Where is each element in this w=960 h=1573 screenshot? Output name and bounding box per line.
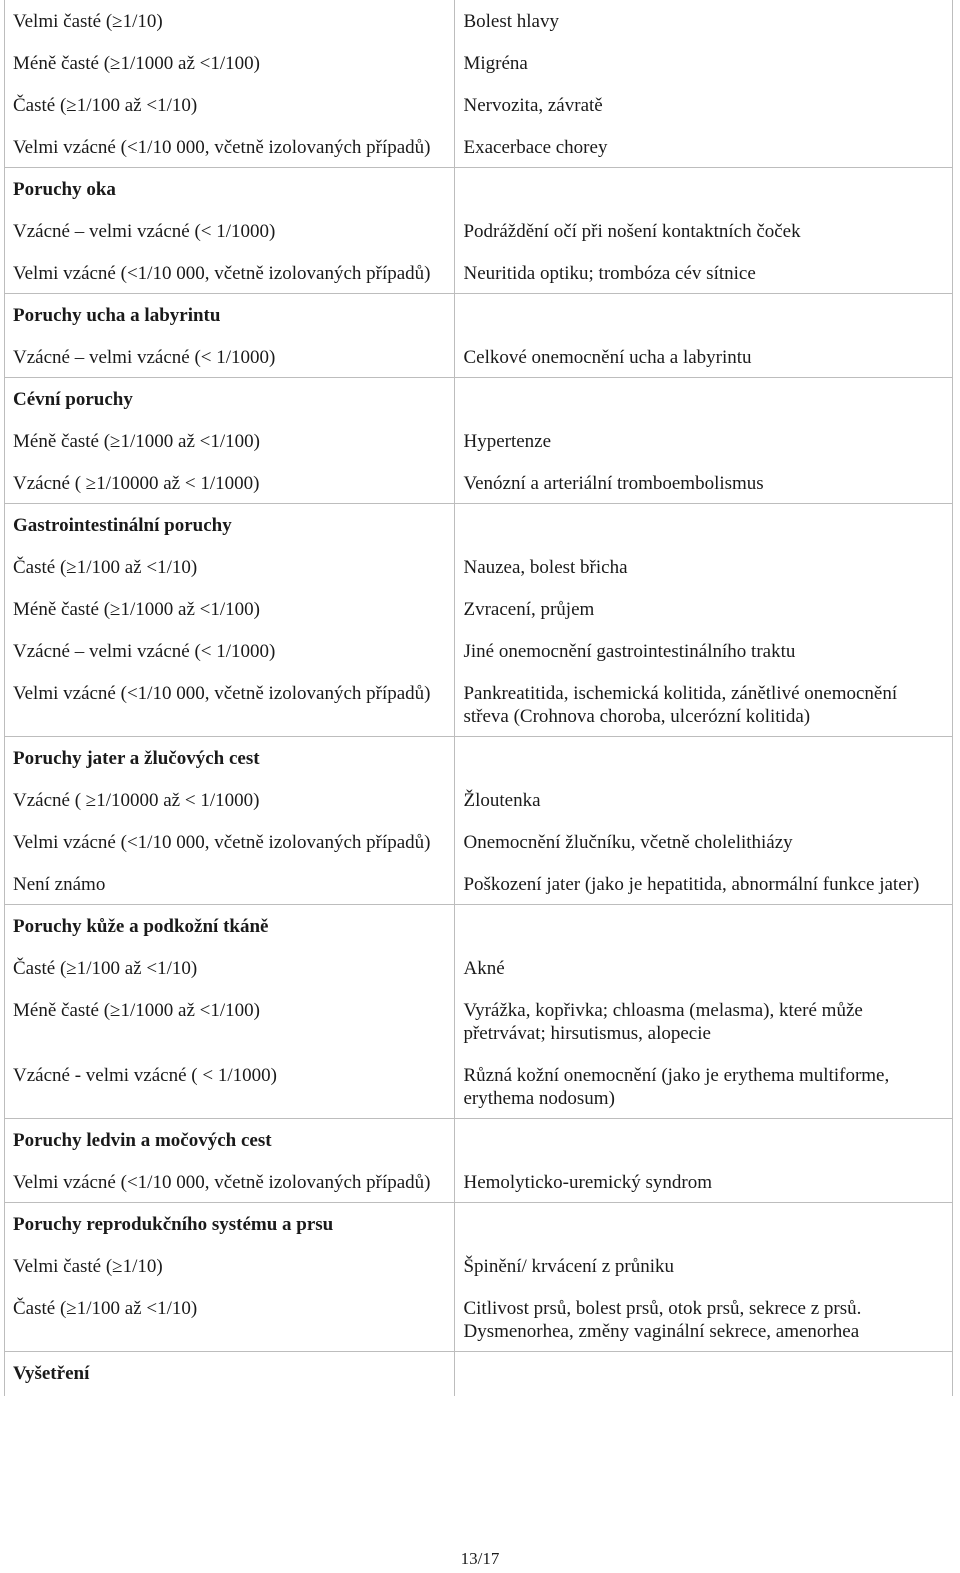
adverse-effect-text: Hemolyticko-uremický syndrom (463, 1172, 712, 1193)
adverse-effect-text: Onemocnění žlučníku, včetně cholelithiázy (463, 832, 793, 853)
adverse-effect-text: Venózní a arteriální tromboembolismus (463, 473, 764, 494)
frequency-label: Velmi vzácné (<1/10 000, včetně izolovaných případů) (13, 832, 431, 853)
frequency-label: Méně časté (≥1/1000 až <1/100) (13, 599, 260, 620)
frequency-label: Velmi vzácné (<1/10 000, včetně izolovaných případů) (13, 683, 431, 704)
adverse-effect-text: Migréna (463, 53, 528, 74)
adverse-effect-text: Hypertenze (463, 431, 552, 452)
frequency-label: Velmi vzácné (<1/10 000, včetně izolovaných případů) (13, 1172, 431, 1193)
effect-cell (455, 905, 953, 1119)
frequency-label: Vzácné – velmi vzácné (< 1/1000) (13, 221, 276, 242)
section-heading: Poruchy jater a žlučových cest (13, 748, 260, 769)
frequency-label: Vzácné – velmi vzácné (< 1/1000) (13, 641, 276, 662)
frequency-cell (5, 1203, 455, 1352)
frequency-label: Méně časté (≥1/1000 až <1/100) (13, 431, 260, 452)
adverse-effect-text: Žloutenka (463, 790, 541, 811)
frequency-cell (5, 378, 455, 504)
effect-cell (455, 1352, 953, 1397)
adverse-effect-text: Špinění/ krvácení z průniku (463, 1256, 674, 1277)
adverse-effect-text: Nauzea, bolest břicha (463, 557, 628, 578)
effect-cell (455, 504, 953, 737)
frequency-label: Vzácné ( ≥1/10000 až < 1/1000) (13, 473, 260, 494)
adverse-effect-text: Různá kožní onemocnění (jako je erythema multiforme, erythema nodosum) (463, 1065, 890, 1109)
section-row (5, 0, 953, 168)
section-heading: Poruchy oka (13, 179, 116, 200)
section-heading: Poruchy ledvin a močových cest (13, 1130, 272, 1151)
effect-cell (455, 294, 953, 378)
frequency-label: Časté (≥1/100 až <1/10) (13, 1298, 198, 1319)
adverse-effect-text: Poškození jater (jako je hepatitida, abnormální funkce jater) (463, 874, 920, 895)
adverse-effect-text: Podráždění očí při nošení kontaktních čoček (463, 221, 801, 242)
frequency-cell (5, 1119, 455, 1203)
frequency-label: Časté (≥1/100 až <1/10) (13, 557, 198, 578)
page-number: 13/17 (460, 1549, 500, 1568)
section-heading: Cévní poruchy (13, 389, 133, 410)
adverse-effect-text: Zvracení, průjem (463, 599, 595, 620)
section-heading: Poruchy ucha a labyrintu (13, 305, 221, 326)
section-heading: Poruchy kůže a podkožní tkáně (13, 916, 269, 937)
adverse-effects-table-container (4, 0, 953, 1396)
adverse-effects-table (4, 0, 953, 1396)
adverse-effect-text: Pankreatitida, ischemická kolitida, zánětlivé onemocnění střeva (Crohnova choroba, ulcerózní kolitida) (463, 683, 898, 727)
frequency-label: Velmi vzácné (<1/10 000, včetně izolovaných případů) (13, 137, 431, 158)
adverse-effect-text: Exacerbace chorey (463, 137, 608, 158)
section-row (5, 905, 953, 1119)
adverse-effect-text: Nervozita, závratě (463, 95, 603, 116)
frequency-cell (5, 0, 455, 168)
frequency-label: Časté (≥1/100 až <1/10) (13, 958, 198, 979)
frequency-label: Méně časté (≥1/1000 až <1/100) (13, 53, 260, 74)
frequency-label: Vzácné - velmi vzácné ( < 1/1000) (13, 1065, 277, 1086)
frequency-label: Vzácné – velmi vzácné (< 1/1000) (13, 347, 276, 368)
frequency-label: Není známo (13, 874, 106, 895)
effect-cell (455, 0, 953, 168)
section-row (5, 168, 953, 294)
section-row (5, 1203, 953, 1352)
effect-cell (455, 378, 953, 504)
section-row (5, 378, 953, 504)
effect-cell (455, 1203, 953, 1352)
frequency-label: Velmi časté (≥1/10) (13, 11, 163, 32)
frequency-cell (5, 168, 455, 294)
frequency-cell (5, 294, 455, 378)
frequency-cell (5, 905, 455, 1119)
section-row (5, 504, 953, 737)
adverse-effect-text: Jiné onemocnění gastrointestinálního traktu (463, 641, 796, 662)
frequency-cell (5, 504, 455, 737)
section-row (5, 1352, 953, 1397)
frequency-cell (5, 1352, 455, 1397)
adverse-effect-text: Bolest hlavy (463, 11, 559, 32)
section-row (5, 737, 953, 905)
adverse-effect-text: Neuritida optiku; trombóza cév sítnice (463, 263, 756, 284)
effect-cell (455, 737, 953, 905)
frequency-label: Vzácné ( ≥1/10000 až < 1/1000) (13, 790, 260, 811)
table-body (5, 0, 953, 1396)
frequency-label: Velmi vzácné (<1/10 000, včetně izolovaných případů) (13, 263, 431, 284)
section-heading: Vyšetření (13, 1363, 90, 1384)
frequency-label: Časté (≥1/100 až <1/10) (13, 95, 198, 116)
adverse-effect-text: Citlivost prsů, bolest prsů, otok prsů, sekrece z prsů. Dysmenorhea, změny vaginální sekrece, amenorhea (463, 1298, 862, 1342)
adverse-effect-text: Celkové onemocnění ucha a labyrintu (463, 347, 752, 368)
frequency-label: Méně časté (≥1/1000 až <1/100) (13, 1000, 260, 1021)
section-row (5, 1119, 953, 1203)
adverse-effect-text: Vyrážka, kopřivka; chloasma (melasma), které může přetrvávat; hirsutismus, alopecie (463, 1000, 863, 1044)
section-row (5, 294, 953, 378)
frequency-cell (5, 737, 455, 905)
effect-cell (455, 168, 953, 294)
effect-cell (455, 1119, 953, 1203)
section-heading: Poruchy reprodukčního systému a prsu (13, 1214, 334, 1235)
frequency-label: Velmi časté (≥1/10) (13, 1256, 163, 1277)
section-heading: Gastrointestinální poruchy (13, 515, 232, 536)
adverse-effect-text: Akné (463, 958, 505, 979)
